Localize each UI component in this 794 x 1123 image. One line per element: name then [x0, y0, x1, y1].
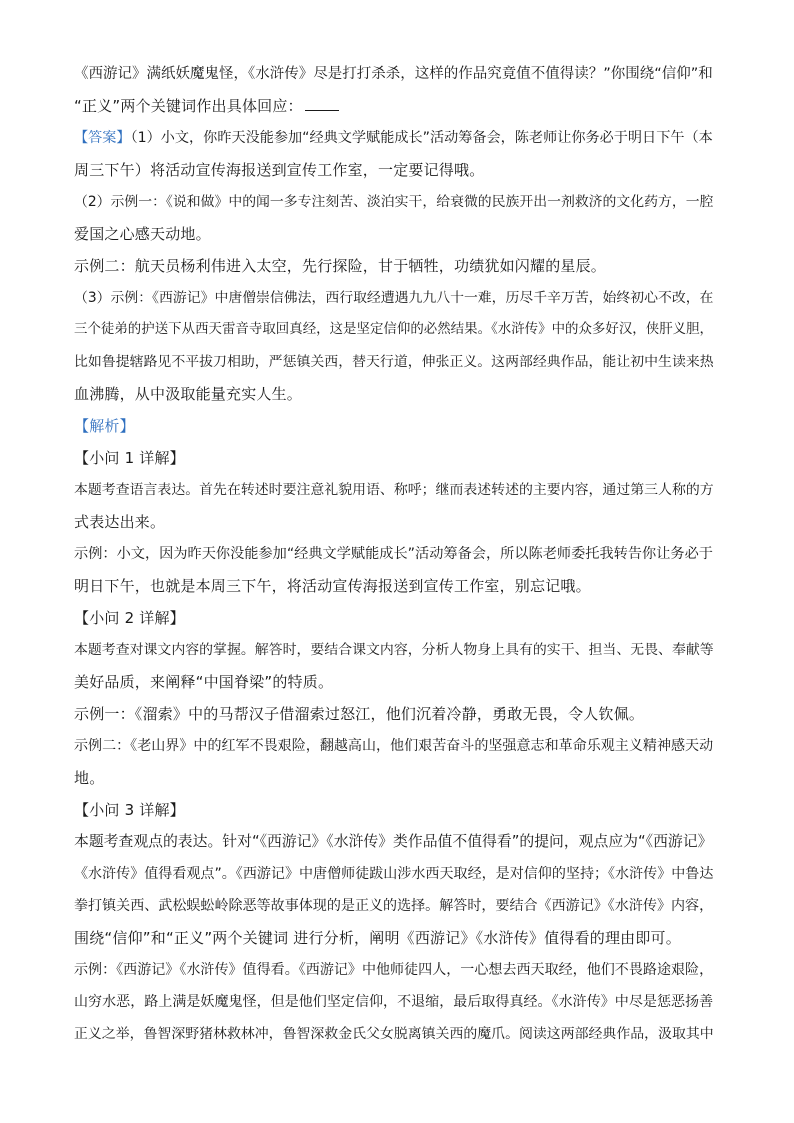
- answer-line: 爱国之心感天动地。: [74, 225, 211, 243]
- analysis-line: 式表达出来。: [74, 513, 166, 531]
- intro-text: “正义”两个关键词作出具体回应：: [74, 97, 303, 115]
- answer-line: 三个徒弟的护送下从西天雷音寺取回真经，这是坚定信仰的必然结果。《水浒传》中的众多好汉，侠肝义胆，: [74, 322, 714, 337]
- answer-line: [74, 129, 713, 147]
- intro-line: [74, 97, 339, 115]
- analysis-line: 地。: [74, 769, 105, 787]
- analysis-label: 【解析】: [74, 417, 135, 435]
- analysis-line: 本题考查观点的表达。针对“《西游记》《水浒传》类作品值不值得看”的提问，观点应为“《西游记》: [74, 833, 713, 850]
- answer-line: 血沸腾，从中汲取能量充实人生。: [74, 385, 303, 403]
- analysis-line: 本题考查对课文内容的掌握。解答时，要结合课文内容，分析人物身上具有的实干、担当、无畏、奉献等: [74, 642, 714, 658]
- answer-line: （2）示例一：《说和做》中的闻一多专注刻苦、淡泊实干，给衰微的民族开出一剂救济的文化药方，一腔: [74, 194, 714, 210]
- answer-line: 比如鲁提辖路见不平拔刀相助，严惩镇关西，替天行道，伸张正义。这两部经典作品，能让初中生读来热: [74, 354, 714, 370]
- analysis-line: 示例一：《溜索》中的马帮汉子借溜索过怒江，他们沉着冷静，勇敢无畏，令人钦佩。: [74, 705, 645, 723]
- analysis-line: 本题考查语言表达。首先在转述时要注意礼貌用语、称呼；继而表述转述的主要内容，通过第三人称的方: [74, 482, 714, 498]
- answer-line: 周三下午）将活动宣传海报送到宣传工作室，一定要记得哦。: [74, 161, 485, 179]
- answer-line: （3）示例：《西游记》中唐僧崇信佛法，西行取经遭遇九九八十一难，历尽千辛万苦，始终初心不改，在: [74, 290, 714, 306]
- analysis-line: 明日下午，也就是本周三下午，将活动宣传海报送到宣传工作室，别忘记哦。: [74, 577, 591, 595]
- answer-blank: [305, 98, 339, 111]
- analysis-line: 示例：《西游记》《水浒传》值得看。《西游记》中他师徒四人，一心想去西天取经，他们不畏路途艰险，: [74, 962, 714, 978]
- analysis-line: 示例二：《老山界》中的红军不畏艰险，翻越高山，他们艰苦奋斗的坚强意志和革命乐观主义精神感天动: [74, 738, 714, 754]
- answer-label: 【答案】: [74, 130, 131, 146]
- analysis-line: 示例：小文，因为昨天你没能参加“经典文学赋能成长”活动筹备会，所以陈老师委托我转告你让务必于: [74, 546, 713, 562]
- analysis-line: 围绕“信仰”和“正义”两个关键词 进行分析，阐明《西游记》《水浒传》值得看的理由即可。: [74, 929, 681, 947]
- intro-line: 《西游记》满纸妖魔鬼怪，《水浒传》尽是打打杀杀，这样的作品究竟值不值得读？”你围绕“信仰”和: [74, 66, 713, 82]
- section-heading: 【小问 1 详解】: [74, 449, 185, 467]
- analysis-line: 《水浒传》值得看观点”。《西游记》中唐僧师徒跋山涉水西天取经，是对信仰的坚持；《水浒传》中鲁达: [74, 866, 714, 882]
- analysis-line: 美好品质，来阐释“中国脊梁”的特质。: [74, 673, 334, 691]
- section-heading: 【小问 2 详解】: [74, 609, 185, 627]
- answer-text: （1）小文，你昨天没能参加“经典文学赋能成长”活动筹备会，陈老师让你务必于明日下午（本: [130, 130, 713, 146]
- analysis-line: 拳打镇关西、武松蜈蚣岭除恶等故事体现的是正义的选择。解答时，要结合《西游记》《水浒传》内容，: [74, 898, 714, 914]
- section-heading: 【小问 3 详解】: [74, 801, 185, 819]
- analysis-line: 正义之举，鲁智深野猪林救林冲，鲁智深救金氏父女脱离镇关西的魔爪。阅读这两部经典作品，汲取其中: [74, 1026, 714, 1042]
- analysis-line: 山穷水恶，路上满是妖魔鬼怪，但是他们坚定信仰，不退缩，最后取得真经。《水浒传》中尽是惩恶扬善: [74, 994, 714, 1010]
- answer-line: 示例二：航天员杨利伟进入太空，先行探险，甘于牺牲，功绩犹如闪耀的星辰。: [74, 257, 607, 275]
